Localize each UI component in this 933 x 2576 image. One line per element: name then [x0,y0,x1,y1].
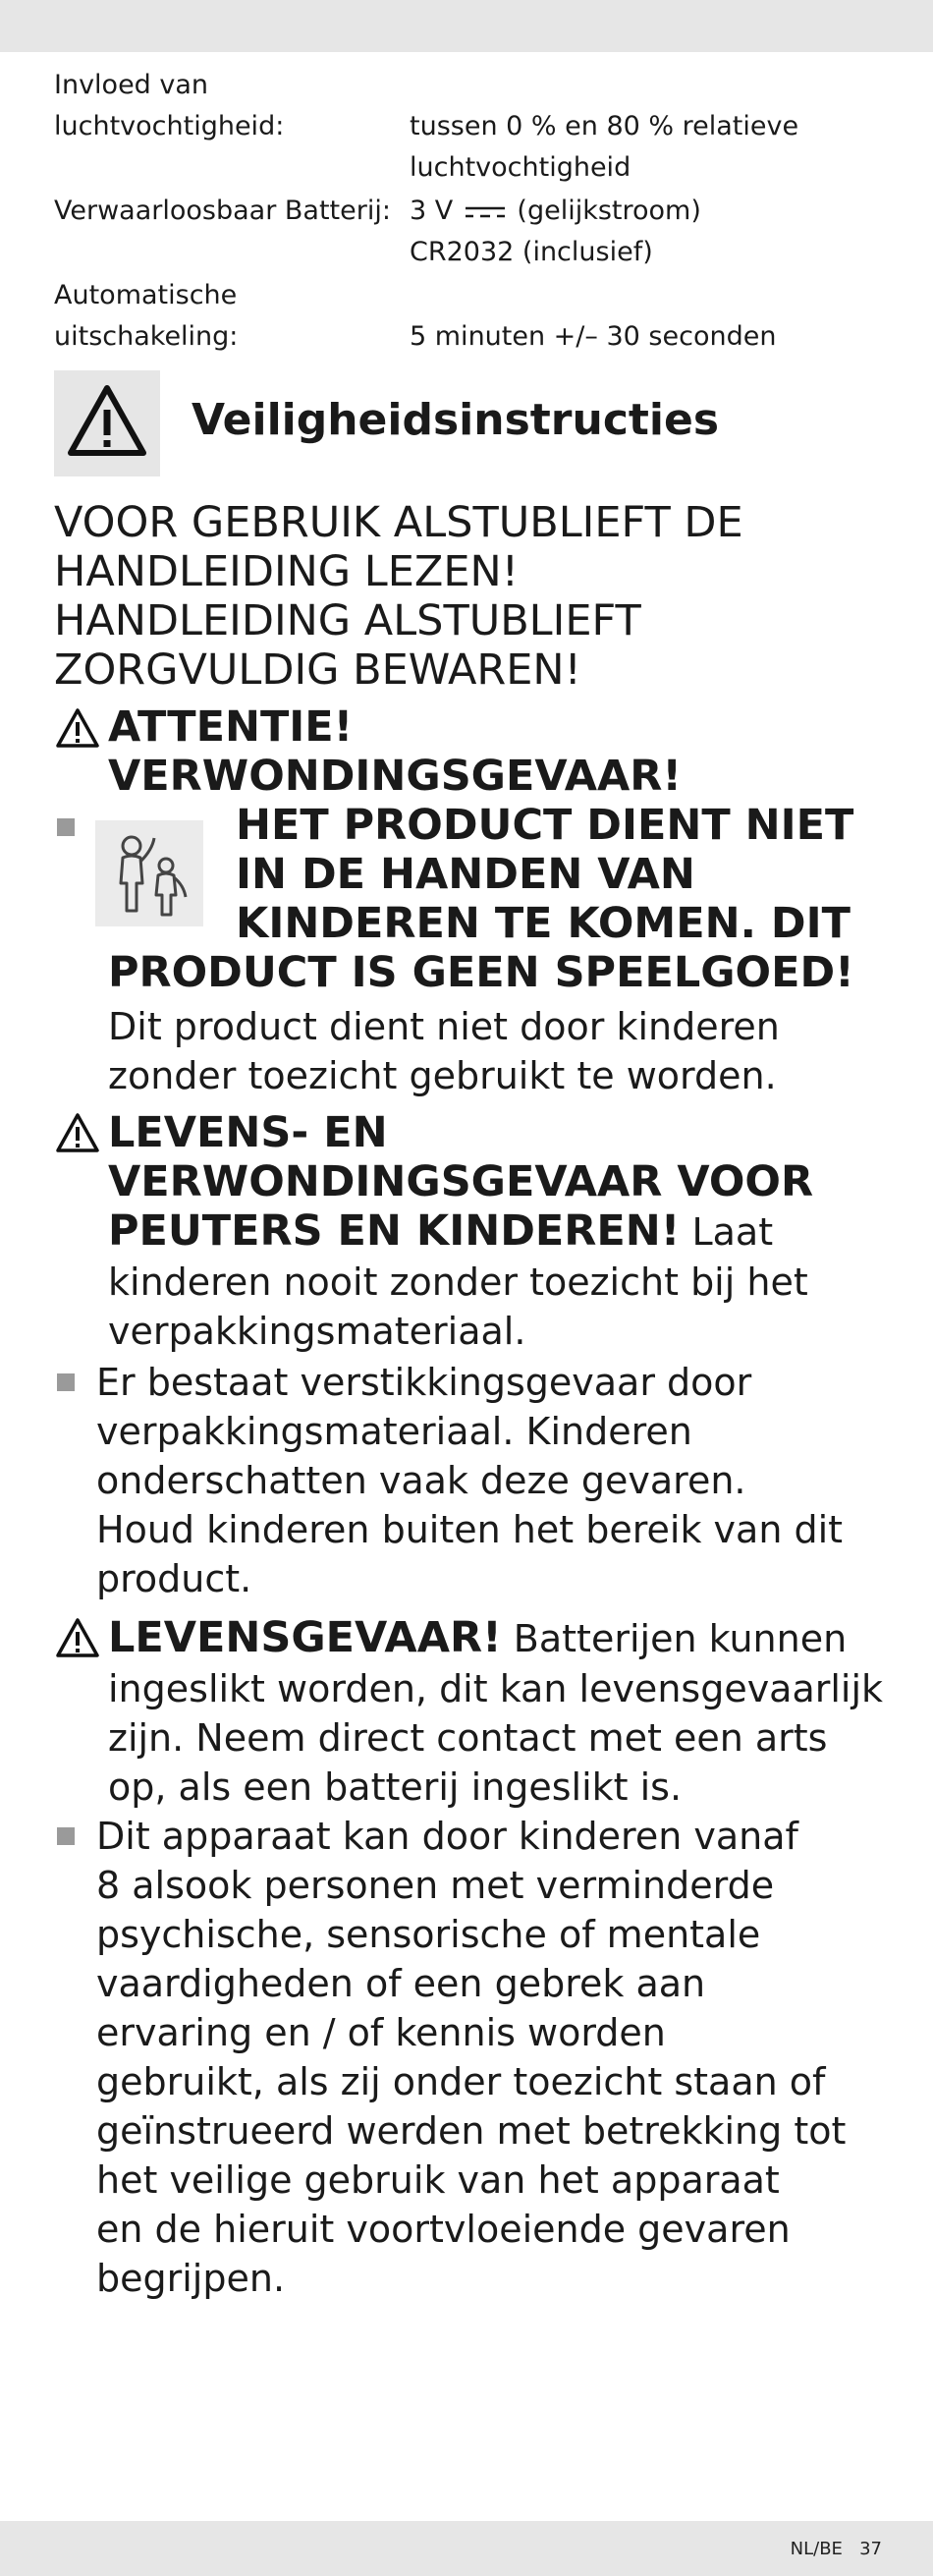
body-text: gebruikt, als zij onder toezicht staan of [96,2060,826,2103]
caps-line: HANDLEIDING LEZEN! [54,547,519,596]
body-text: zonder toezicht gebruikt te worden. [108,1054,777,1097]
warning-triangle-icon [54,370,160,476]
warning-icon [55,707,100,749]
bullet [57,1827,75,1845]
body-text: psychische, sensorische of mentale [96,1913,761,1956]
body-text: Laat [691,1210,774,1254]
spec-label: Automatische [54,280,238,310]
spec-value: 5 minuten +/– 30 seconden [410,321,777,352]
body-text: geïnstrueerd werden met betrekking tot [96,2109,847,2153]
life-hazard-label: LEVENSGEVAAR! [108,1613,502,1662]
body-text: ingeslikt worden, dit kan levensgevaarlijk [108,1667,884,1710]
hazard-line [108,1206,773,1257]
spec-value: tussen 0 % en 80 % relatieve [410,111,799,141]
no-children-warning: PRODUCT IS GEEN SPEELGOED! [108,948,854,997]
spec-label: Invloed van [54,70,209,100]
warning-icon [55,1617,100,1658]
spec-label: luchtvochtigheid: [54,111,285,141]
no-children-warning: IN DE HANDEN VAN [236,850,695,899]
hazard-label: LEVENS- EN [108,1108,388,1157]
body-text: Dit product dient niet door kinderen [108,1005,780,1048]
body-text: Houd kinderen buiten het bereik van dit [96,1508,844,1551]
dc-symbol-icon [464,205,507,219]
section-title: Veiligheidsinstructies [192,395,720,445]
hazard-label: VERWONDINGSGEVAAR VOOR [108,1157,814,1206]
body-text: ervaring en / of kennis worden [96,2011,666,2054]
body-text: vaardigheden of een gebrek aan [96,1962,706,2005]
bullet [57,818,75,836]
body-text: Batterijen kunnen [513,1617,848,1660]
hazard-label: PEUTERS EN KINDEREN! [108,1206,681,1256]
body-text: kinderen nooit zonder toezicht bij het [108,1260,808,1304]
spec-value: CR2032 (inclusief) [410,237,653,267]
body-text: het veilige gebruik van het apparaat [96,2158,780,2202]
attention-label: ATTENTIE! [108,702,354,752]
spec-value [410,191,901,232]
child-warning-icon [95,820,203,926]
page-number: NL/BE 37 [790,2539,882,2559]
voltage-value: 3 V [410,196,454,226]
caps-line: HANDLEIDING ALSTUBLIEFT [54,596,641,645]
bullet [57,1373,75,1391]
spec-label: uitschakeling: [54,321,239,352]
body-text: begrijpen. [96,2257,286,2300]
top-bar [0,0,933,52]
current-type: (gelijkstroom) [517,196,701,226]
body-text: Dit apparaat kan door kinderen vanaf [96,1815,798,1858]
body-text: zijn. Neem direct contact met een arts [108,1716,828,1760]
no-children-warning: HET PRODUCT DIENT NIET [236,801,854,850]
body-text: verpakkingsmateriaal. [108,1310,526,1353]
footer-bar [0,2521,933,2576]
warning-icon [55,1112,100,1153]
body-text: verpakkingsmateriaal. Kinderen [96,1410,692,1453]
no-children-warning: KINDEREN TE KOMEN. DIT [236,899,851,948]
spec-label: Verwaarloosbaar Batterij: [54,196,391,226]
injury-hazard-label: VERWONDINGSGEVAAR! [108,752,682,801]
warning-heading-box [54,370,160,476]
body-text: product. [96,1557,252,1600]
caps-line: VOOR GEBRUIK ALSTUBLIEFT DE [54,498,743,547]
body-text: Er bestaat verstikkingsgevaar door [96,1361,752,1404]
body-text: onderschatten vaak deze gevaren. [96,1459,746,1502]
caps-line: ZORGVULDIG BEWAREN! [54,645,581,695]
body-text: en de hieruit voortvloeiende gevaren [96,2208,791,2251]
body-text: op, als een batterij ingeslikt is. [108,1765,683,1809]
life-hazard-line [108,1613,847,1663]
body-text: 8 alsook personen met verminderde [96,1864,775,1907]
spec-value: luchtvochtigheid [410,152,631,183]
